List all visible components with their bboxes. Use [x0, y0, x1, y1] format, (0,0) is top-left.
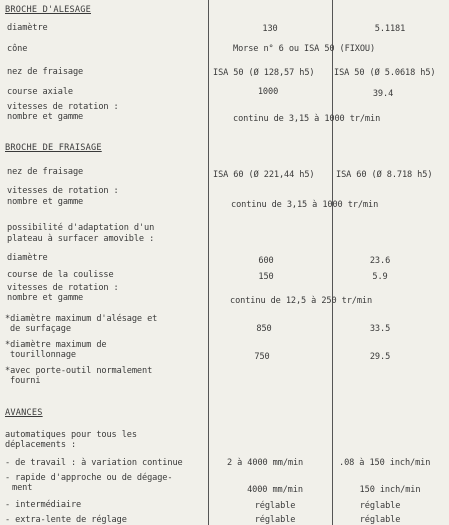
label-nez-fraisage-fraisage: nez de fraisage	[7, 167, 84, 177]
value-vitesses-fraisage: continu de 3,15 à 1000 tr/min	[231, 200, 379, 210]
value-avance-travail-imperial: .08 à 150 inch/min	[339, 458, 431, 468]
value-diam-max-alesage-metric: 850	[256, 324, 272, 334]
value-avance-travail-metric: 2 à 4000 mm/min	[227, 458, 304, 468]
value-course-axiale-imperial: 39.4	[372, 89, 394, 99]
label-avances-intro-2: déplacements :	[5, 440, 77, 450]
label-vitesses-fraisage-1: vitesses de rotation :	[7, 186, 119, 196]
value-diametre-plateau-imperial: 23.6	[369, 256, 391, 266]
value-vitesses-alesage: continu de 3,15 à 1000 tr/min	[233, 114, 381, 124]
label-nez-fraisage-alesage: nez de fraisage	[7, 67, 84, 77]
value-avance-intermediaire-metric: réglable	[254, 501, 296, 511]
label-diametre-alesage: diamètre	[7, 23, 48, 33]
value-diam-max-alesage-imperial: 33.5	[369, 324, 391, 334]
label-porte-outil-1: *avec porte-outil normalement	[5, 366, 153, 376]
section-heading-broche-fraisage: BROCHE DE FRAISAGE	[5, 143, 102, 153]
value-diam-max-tourillonnage-imperial: 29.5	[369, 352, 391, 362]
value-avance-intermediaire-imperial: réglable	[359, 501, 401, 511]
label-diam-max-alesage-1: *diamètre maximum d'alésage et	[5, 314, 158, 324]
label-avances-intro-1: automatiques pour tous les	[5, 430, 137, 440]
value-diametre-alesage-imperial: 5.1181	[374, 24, 406, 34]
value-avance-extra-lente-imperial: réglable	[359, 515, 401, 525]
section-heading-broche-alesage: BROCHE D'ALESAGE	[5, 5, 91, 15]
value-nez-fraisage-fraisage-metric: ISA 60 (Ø 221,44 h5)	[213, 170, 315, 180]
value-nez-fraisage-fraisage-imperial: ISA 60 (Ø 8.718 h5)	[336, 170, 433, 180]
value-diametre-alesage-metric: 130	[262, 24, 278, 34]
label-course-coulisse: course de la coulisse	[7, 270, 114, 280]
value-avance-rapide-metric: 4000 mm/min	[247, 485, 303, 495]
value-course-coulisse-imperial: 5.9	[372, 272, 388, 282]
label-avance-travail: - de travail : à variation continue	[5, 458, 183, 468]
label-cone: cône	[7, 44, 28, 54]
column-divider-right	[332, 0, 333, 525]
label-diam-max-alesage-2: de surfaçage	[10, 324, 71, 334]
label-avance-extra-lente: - extra-lente de réglage	[5, 515, 127, 525]
value-course-axiale-metric: 1000	[257, 87, 279, 97]
label-diam-max-tourillonnage-1: *diamètre maximum de	[5, 340, 107, 350]
value-diametre-plateau-metric: 600	[258, 256, 274, 266]
label-vitesses-alesage-1: vitesses de rotation :	[7, 102, 119, 112]
label-vitesses-plateau-1: vitesses de rotation :	[7, 283, 119, 293]
label-course-axiale: course axiale	[7, 87, 73, 97]
column-divider-left	[208, 0, 209, 525]
label-vitesses-alesage-2: nombre et gamme	[7, 112, 84, 122]
label-avance-intermediaire: - intermédiaire	[5, 500, 82, 510]
label-avance-rapide-2: ment	[12, 483, 33, 493]
label-diametre-plateau: diamètre	[7, 253, 48, 263]
label-diam-max-tourillonnage-2: tourillonnage	[10, 350, 76, 360]
label-vitesses-plateau-2: nombre et gamme	[7, 293, 84, 303]
label-vitesses-fraisage-2: nombre et gamme	[7, 197, 84, 207]
value-nez-fraisage-alesage-imperial: ISA 50 (Ø 5.0618 h5)	[334, 68, 436, 78]
label-adaptation-plateau-2: plateau à surfacer amovible :	[7, 234, 155, 244]
label-avance-rapide-1: - rapide d'approche ou de dégage-	[5, 473, 173, 483]
value-cone: Morse n° 6 ou ISA 50 (FIXOU)	[233, 44, 376, 54]
value-avance-extra-lente-metric: réglable	[254, 515, 296, 525]
value-diam-max-tourillonnage-metric: 750	[254, 352, 270, 362]
label-adaptation-plateau-1: possibilité d'adaptation d'un	[7, 223, 155, 233]
value-avance-rapide-imperial: 150 inch/min	[359, 485, 421, 495]
label-porte-outil-2: fourni	[10, 376, 41, 386]
value-course-coulisse-metric: 150	[258, 272, 274, 282]
value-vitesses-plateau: continu de 12,5 à 250 tr/min	[230, 296, 373, 306]
section-heading-avances: AVANCES	[5, 408, 43, 418]
value-nez-fraisage-alesage-metric: ISA 50 (Ø 128,57 h5)	[213, 68, 315, 78]
